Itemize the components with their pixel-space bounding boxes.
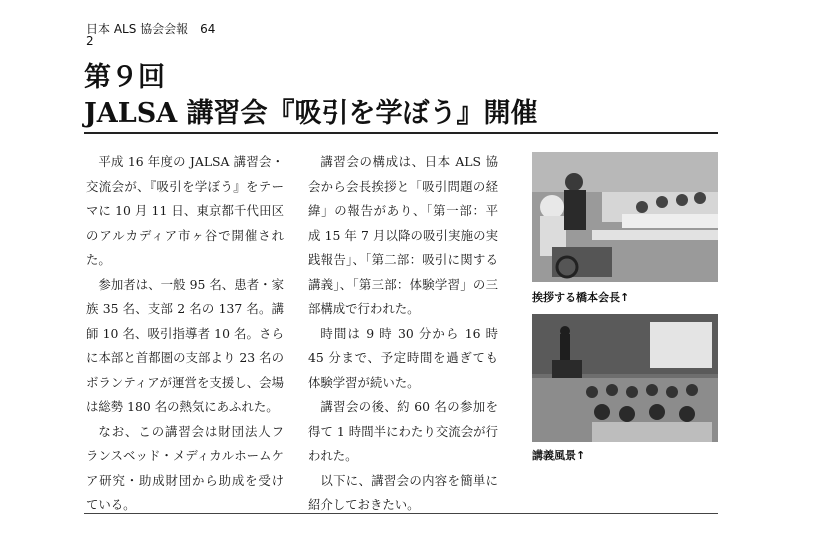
article-title bbox=[84, 60, 538, 132]
photo-lecture-image bbox=[532, 314, 718, 442]
paragraph: 講習会の構成は、日本 ALS 協会から会長挨拶と「吸引問題の経緯」の報告があり、「第一部：平成 15 年 7 月以降の吸引実施の実践報告」、「第二部：吸引に関する講義」、「第三部：体験学習」の三部構成で行われた。 bbox=[308, 154, 498, 316]
photo-caption-2: 講義風景↑ bbox=[532, 449, 586, 462]
title-divider bbox=[84, 132, 718, 134]
paragraph: 時間は 9 時 30 分から 16 時 45 分まで、予定時間を過ぎても体験学習が続いた。 bbox=[308, 325, 498, 390]
photo-chairman-greeting bbox=[532, 152, 718, 282]
bottom-divider bbox=[84, 513, 718, 514]
page-number: 2 bbox=[86, 34, 94, 48]
paragraph: 平成 16 年度の JALSA 講習会・交流会が、『吸引を学ぼう』をテーマに 10 月 11 日、東京都千代田区のアルカディア市ヶ谷で開催された。 bbox=[86, 154, 284, 267]
paragraph: 講習会の後、約 60 名の参加を得て 1 時間半にわたり交流会が行われた。 bbox=[308, 399, 498, 463]
paragraph: 参加者は、一般 95 名、患者・家族 35 名、支部 2 名の 137 名。講師 10 名、吸引指導者 10 名。さらに本部と首都圏の支部より 23 名のボランティアが運営を支援し、会場は総勢 180 名の熱気にあふれた。 bbox=[86, 276, 284, 414]
title-line-1: 第９回 bbox=[84, 62, 165, 93]
paragraph: なお、この講習会は財団法人フランスベッド・メディカルホームケア研究・助成財団から助成を受けている。 bbox=[86, 423, 284, 512]
photo-lecture-scene bbox=[532, 314, 718, 442]
photo-caption-1: 挨拶する橋本会長↑ bbox=[532, 291, 630, 304]
text-column-1 bbox=[86, 150, 284, 518]
publication-header: 日本 ALS 協会会報 64 bbox=[86, 22, 216, 36]
text-column-2 bbox=[308, 150, 498, 518]
title-line-2: JALSA 講習会『吸引を学ぼう』開催 bbox=[84, 98, 538, 129]
photo-greeting-image bbox=[532, 152, 718, 282]
paragraph: 以下に、講習会の内容を簡単に紹介しておきたい。 bbox=[308, 472, 498, 512]
